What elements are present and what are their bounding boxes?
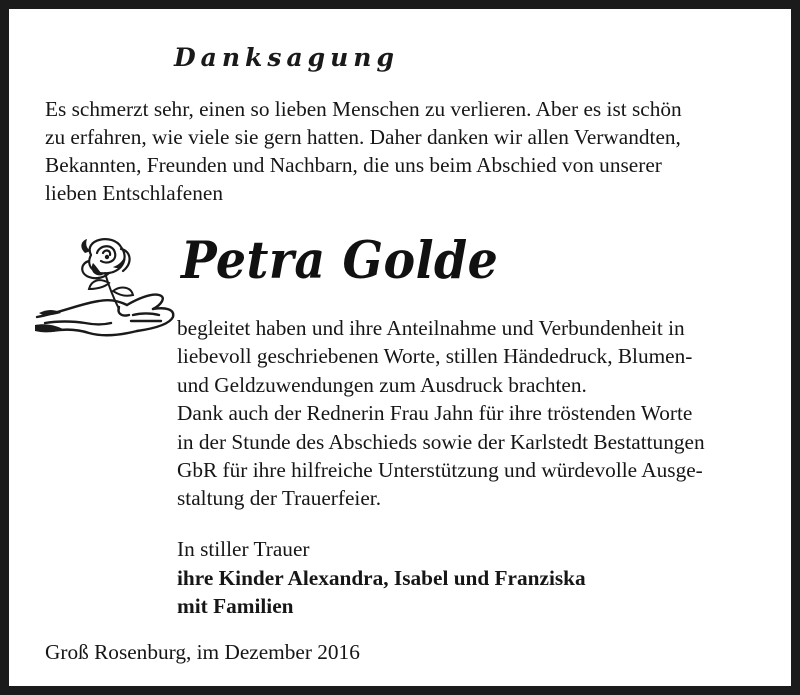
notice-heading: Danksagung (174, 43, 399, 72)
body-paragraph: begleitet haben und ihre Anteilnahme und Verbundenheit in liebevoll geschriebenen Worte, stillen Händedruck, Blumen- und Geldzuwendungen zum Ausdruck brachten. Dank auch der Rednerin Frau Jahn für ihre tröstenden Worte in der Stunde des Abschieds sowie der Karlstedt Bestattungen GbR für ihre hilfreiche Unterstützung und würdevolle Ausge- staltung der Trauerfeier. (177, 316, 705, 511)
signers-line-1: ihre Kinder Alexandra, Isabel und Franziska (177, 565, 586, 590)
intro-paragraph: Es schmerzt sehr, einen so lieben Menschen zu verlieren. Aber es ist schön zu erfahren, wie viele sie gern hatten. Daher danken wir allen Verwandten, Bekannten, Freunden und Nachbarn, die uns beim Abschied von unserer lieben Entschlafenen (45, 97, 682, 205)
signers-line-2: mit Familien (177, 594, 294, 619)
closing-phrase: In stiller Trauer (177, 537, 310, 561)
place-date: Groß Rosenburg, im Dezember 2016 (45, 640, 360, 664)
hand-holding-rose-icon (33, 233, 181, 351)
closing-block (177, 535, 586, 621)
deceased-name: Petra Golde (181, 231, 499, 291)
